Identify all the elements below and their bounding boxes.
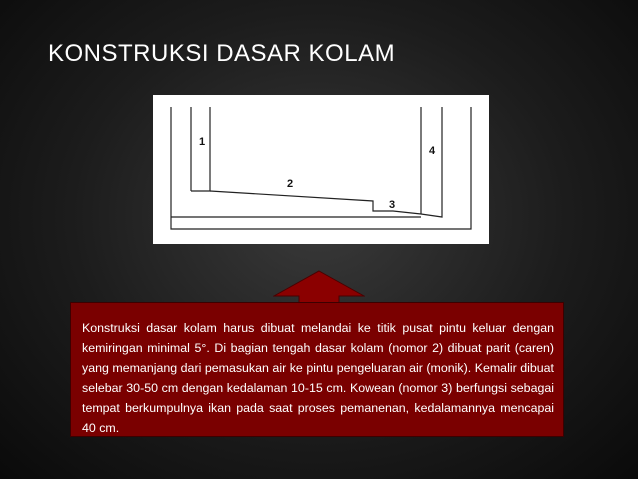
pond-outline — [171, 107, 471, 229]
label-4: 4 — [429, 145, 436, 157]
up-arrow-icon — [273, 270, 365, 304]
label-2: 2 — [287, 178, 294, 190]
slide-title: KONSTRUKSI DASAR KOLAM — [48, 40, 396, 67]
label-1: 1 — [199, 136, 206, 148]
label-3: 3 — [389, 199, 396, 211]
description-text: Konstruksi dasar kolam harus dibuat melandai ke titik pusat pintu keluar dengan kemiringan minimal 5°. Di bagian tengah dasar kolam (nomor 2) dibuat parit (caren) yang memanjang dari pemasukan air ke pintu pengeluaran air (monik). Kemalir dibuat selebar 30-50 cm dengan kedalaman 10-15 cm. Kowean (nomor 3) berfungsi sebagai tempat berkumpulnya ikan pada saat proses pemanenan, kedalamannya mencapai 40 cm. — [82, 321, 554, 435]
pond-cross-section-diagram — [153, 95, 489, 244]
description-box — [70, 302, 564, 437]
